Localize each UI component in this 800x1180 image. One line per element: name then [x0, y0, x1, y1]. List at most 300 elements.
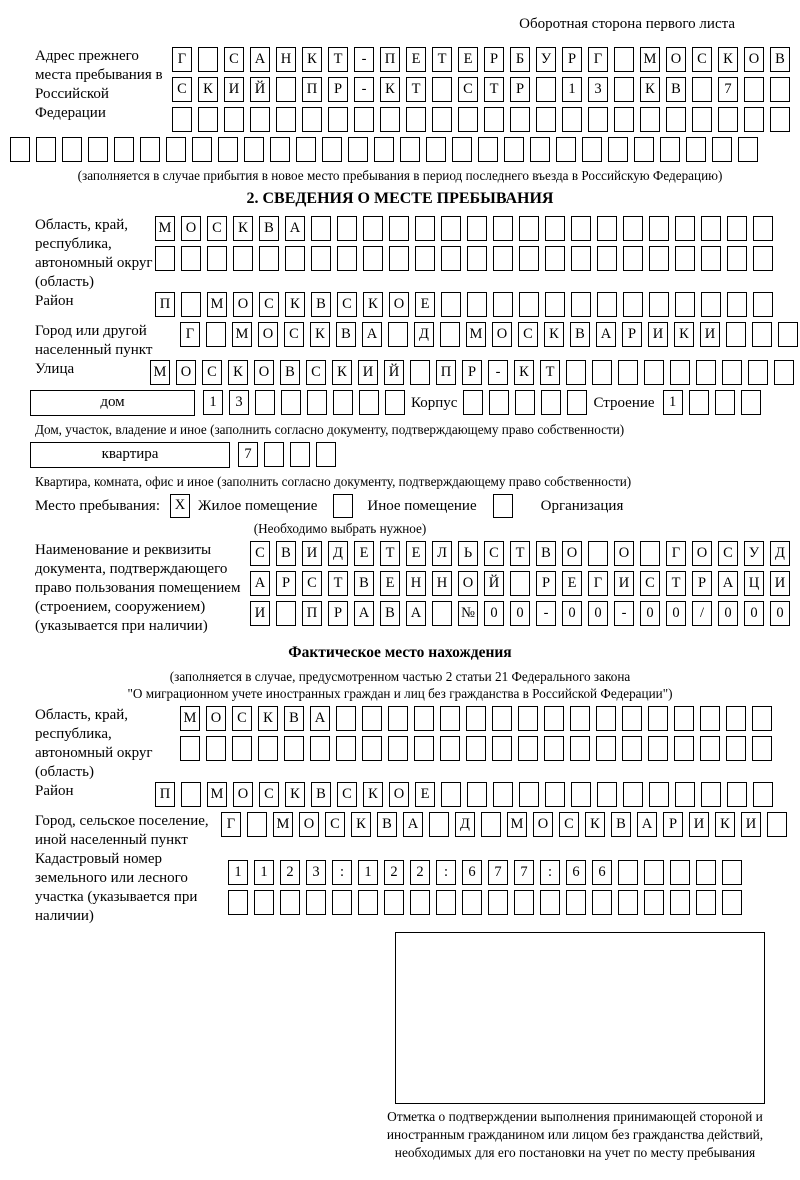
char-cell[interactable] [701, 246, 721, 271]
char-cell[interactable]: Р [510, 77, 530, 102]
char-cell[interactable]: С [207, 216, 227, 241]
char-cell[interactable] [463, 390, 483, 415]
char-cell[interactable] [310, 736, 330, 761]
char-cell[interactable] [519, 782, 539, 807]
char-cell[interactable] [649, 246, 669, 271]
char-cell[interactable] [570, 706, 590, 731]
char-cell[interactable]: Г [180, 322, 200, 347]
char-cell[interactable] [623, 292, 643, 317]
char-cell[interactable]: М [273, 812, 293, 837]
char-cell[interactable] [541, 390, 561, 415]
char-cell[interactable]: 1 [562, 77, 582, 102]
char-cell[interactable] [504, 137, 524, 162]
char-cell[interactable] [701, 292, 721, 317]
char-cell[interactable] [536, 77, 556, 102]
char-cell[interactable] [701, 782, 721, 807]
char-cell[interactable]: В [276, 541, 296, 566]
char-cell[interactable]: 1 [228, 860, 248, 885]
char-cell[interactable]: В [536, 541, 556, 566]
char-cell[interactable] [545, 292, 565, 317]
char-cell[interactable] [255, 390, 275, 415]
char-cell[interactable] [441, 216, 461, 241]
char-cell[interactable] [571, 216, 591, 241]
char-cell[interactable] [670, 360, 690, 385]
char-cell[interactable]: 0 [562, 601, 582, 626]
char-cell[interactable]: С [640, 571, 660, 596]
char-cell[interactable]: Д [328, 541, 348, 566]
char-cell[interactable]: Р [536, 571, 556, 596]
char-cell[interactable] [718, 107, 738, 132]
char-cell[interactable]: Й [384, 360, 404, 385]
char-cell[interactable]: Г [588, 571, 608, 596]
char-cell[interactable] [752, 706, 772, 731]
char-cell[interactable]: О [233, 782, 253, 807]
char-cell[interactable]: Р [328, 601, 348, 626]
char-cell[interactable]: Р [462, 360, 482, 385]
char-cell[interactable] [180, 736, 200, 761]
char-cell[interactable] [244, 137, 264, 162]
char-cell[interactable]: А [596, 322, 616, 347]
char-cell[interactable] [597, 246, 617, 271]
char-cell[interactable] [276, 77, 296, 102]
char-cell[interactable] [536, 107, 556, 132]
char-cell[interactable]: В [311, 782, 331, 807]
char-cell[interactable] [722, 860, 742, 885]
char-cell[interactable]: О [176, 360, 196, 385]
organization-checkbox[interactable] [493, 494, 513, 518]
char-cell[interactable]: И [224, 77, 244, 102]
char-cell[interactable]: 0 [718, 601, 738, 626]
char-cell[interactable] [596, 736, 616, 761]
char-cell[interactable] [778, 322, 798, 347]
char-cell[interactable] [596, 706, 616, 731]
char-cell[interactable]: К [514, 360, 534, 385]
char-cell[interactable] [336, 706, 356, 731]
char-cell[interactable] [426, 137, 446, 162]
char-cell[interactable]: / [692, 601, 712, 626]
char-cell[interactable]: Р [562, 47, 582, 72]
char-cell[interactable] [597, 782, 617, 807]
char-cell[interactable]: И [770, 571, 790, 596]
char-cell[interactable] [588, 107, 608, 132]
char-cell[interactable] [284, 736, 304, 761]
char-cell[interactable]: 3 [588, 77, 608, 102]
char-cell[interactable] [530, 137, 550, 162]
char-cell[interactable] [380, 107, 400, 132]
char-cell[interactable]: В [259, 216, 279, 241]
char-cell[interactable] [337, 216, 357, 241]
char-cell[interactable]: О [533, 812, 553, 837]
char-cell[interactable] [674, 736, 694, 761]
char-cell[interactable]: С [302, 571, 322, 596]
char-cell[interactable] [466, 706, 486, 731]
char-cell[interactable] [306, 890, 326, 915]
char-cell[interactable] [389, 246, 409, 271]
char-cell[interactable] [388, 706, 408, 731]
char-cell[interactable] [727, 292, 747, 317]
char-cell[interactable] [10, 137, 30, 162]
char-cell[interactable] [478, 137, 498, 162]
char-cell[interactable] [614, 47, 634, 72]
char-cell[interactable] [722, 360, 742, 385]
char-cell[interactable] [206, 736, 226, 761]
char-cell[interactable]: Е [415, 782, 435, 807]
char-cell[interactable] [519, 292, 539, 317]
char-cell[interactable]: Р [663, 812, 683, 837]
char-cell[interactable]: 2 [384, 860, 404, 885]
char-cell[interactable] [280, 890, 300, 915]
char-cell[interactable] [545, 216, 565, 241]
char-cell[interactable]: В [570, 322, 590, 347]
char-cell[interactable] [640, 107, 660, 132]
char-cell[interactable]: И [648, 322, 668, 347]
char-cell[interactable]: К [585, 812, 605, 837]
char-cell[interactable] [741, 390, 761, 415]
char-cell[interactable]: В [354, 571, 374, 596]
char-cell[interactable]: О [492, 322, 512, 347]
char-cell[interactable] [462, 890, 482, 915]
char-cell[interactable]: С [172, 77, 192, 102]
char-cell[interactable]: К [285, 782, 305, 807]
char-cell[interactable]: К [233, 216, 253, 241]
char-cell[interactable] [198, 47, 218, 72]
char-cell[interactable] [618, 360, 638, 385]
char-cell[interactable]: К [363, 292, 383, 317]
char-cell[interactable] [644, 860, 664, 885]
char-cell[interactable]: П [302, 77, 322, 102]
char-cell[interactable]: Р [484, 47, 504, 72]
char-cell[interactable] [388, 322, 408, 347]
char-cell[interactable]: С [458, 77, 478, 102]
char-cell[interactable]: М [180, 706, 200, 731]
char-cell[interactable]: А [362, 322, 382, 347]
char-cell[interactable] [441, 292, 461, 317]
char-cell[interactable] [510, 571, 530, 596]
char-cell[interactable] [727, 216, 747, 241]
char-cell[interactable] [181, 246, 201, 271]
char-cell[interactable] [192, 137, 212, 162]
char-cell[interactable] [670, 890, 690, 915]
char-cell[interactable] [770, 107, 790, 132]
char-cell[interactable]: 3 [306, 860, 326, 885]
char-cell[interactable]: С [224, 47, 244, 72]
char-cell[interactable] [544, 706, 564, 731]
char-cell[interactable] [406, 107, 426, 132]
char-cell[interactable] [689, 390, 709, 415]
char-cell[interactable] [726, 706, 746, 731]
char-cell[interactable]: О [692, 541, 712, 566]
char-cell[interactable]: К [285, 292, 305, 317]
char-cell[interactable] [753, 246, 773, 271]
char-cell[interactable] [296, 137, 316, 162]
char-cell[interactable] [618, 890, 638, 915]
char-cell[interactable]: А [403, 812, 423, 837]
char-cell[interactable] [415, 216, 435, 241]
char-cell[interactable]: О [458, 571, 478, 596]
char-cell[interactable] [429, 812, 449, 837]
char-cell[interactable] [62, 137, 82, 162]
char-cell[interactable]: М [155, 216, 175, 241]
char-cell[interactable]: 6 [592, 860, 612, 885]
char-cell[interactable]: 1 [254, 860, 274, 885]
char-cell[interactable] [389, 216, 409, 241]
char-cell[interactable] [363, 216, 383, 241]
char-cell[interactable] [276, 601, 296, 626]
char-cell[interactable] [415, 246, 435, 271]
char-cell[interactable]: О [233, 292, 253, 317]
char-cell[interactable] [264, 442, 284, 467]
char-cell[interactable] [281, 390, 301, 415]
char-cell[interactable]: О [389, 782, 409, 807]
char-cell[interactable]: К [258, 706, 278, 731]
char-cell[interactable] [414, 706, 434, 731]
char-cell[interactable] [452, 137, 472, 162]
char-cell[interactable] [649, 292, 669, 317]
char-cell[interactable] [316, 442, 336, 467]
char-cell[interactable]: П [302, 601, 322, 626]
char-cell[interactable] [588, 541, 608, 566]
char-cell[interactable]: Н [406, 571, 426, 596]
char-cell[interactable]: - [488, 360, 508, 385]
char-cell[interactable] [696, 360, 716, 385]
char-cell[interactable] [649, 782, 669, 807]
char-cell[interactable] [484, 107, 504, 132]
char-cell[interactable]: О [562, 541, 582, 566]
char-cell[interactable]: А [250, 47, 270, 72]
char-cell[interactable] [384, 890, 404, 915]
char-cell[interactable]: О [389, 292, 409, 317]
char-cell[interactable]: А [310, 706, 330, 731]
char-cell[interactable] [510, 107, 530, 132]
char-cell[interactable]: А [354, 601, 374, 626]
char-cell[interactable]: М [150, 360, 170, 385]
char-cell[interactable] [328, 107, 348, 132]
char-cell[interactable] [198, 107, 218, 132]
char-cell[interactable] [36, 137, 56, 162]
char-cell[interactable]: О [614, 541, 634, 566]
char-cell[interactable]: С [559, 812, 579, 837]
char-cell[interactable] [385, 390, 405, 415]
char-cell[interactable]: К [332, 360, 352, 385]
other-premise-checkbox[interactable] [333, 494, 353, 518]
char-cell[interactable] [582, 137, 602, 162]
char-cell[interactable] [623, 782, 643, 807]
char-cell[interactable]: 0 [640, 601, 660, 626]
char-cell[interactable] [441, 246, 461, 271]
char-cell[interactable]: Т [510, 541, 530, 566]
char-cell[interactable] [332, 890, 352, 915]
char-cell[interactable] [488, 890, 508, 915]
char-cell[interactable]: К [198, 77, 218, 102]
char-cell[interactable] [518, 736, 538, 761]
char-cell[interactable] [467, 782, 487, 807]
char-cell[interactable]: 7 [514, 860, 534, 885]
char-cell[interactable] [567, 390, 587, 415]
char-cell[interactable]: Г [666, 541, 686, 566]
char-cell[interactable]: М [207, 292, 227, 317]
char-cell[interactable] [562, 107, 582, 132]
char-cell[interactable] [276, 107, 296, 132]
char-cell[interactable]: С [202, 360, 222, 385]
char-cell[interactable] [670, 860, 690, 885]
char-cell[interactable] [726, 736, 746, 761]
char-cell[interactable] [696, 860, 716, 885]
char-cell[interactable]: Т [380, 541, 400, 566]
char-cell[interactable] [767, 812, 787, 837]
char-cell[interactable]: Л [432, 541, 452, 566]
char-cell[interactable]: В [611, 812, 631, 837]
char-cell[interactable] [311, 216, 331, 241]
char-cell[interactable] [322, 137, 342, 162]
char-cell[interactable] [540, 890, 560, 915]
char-cell[interactable] [649, 216, 669, 241]
char-cell[interactable]: С [284, 322, 304, 347]
char-cell[interactable] [374, 137, 394, 162]
char-cell[interactable] [660, 137, 680, 162]
char-cell[interactable] [493, 292, 513, 317]
char-cell[interactable] [458, 107, 478, 132]
char-cell[interactable] [440, 736, 460, 761]
char-cell[interactable] [440, 322, 460, 347]
char-cell[interactable]: - [354, 77, 374, 102]
char-cell[interactable]: С [484, 541, 504, 566]
char-cell[interactable] [744, 77, 764, 102]
char-cell[interactable]: 0 [588, 601, 608, 626]
char-cell[interactable] [622, 706, 642, 731]
char-cell[interactable]: П [155, 292, 175, 317]
char-cell[interactable]: Т [328, 571, 348, 596]
char-cell[interactable] [571, 246, 591, 271]
char-cell[interactable] [514, 890, 534, 915]
char-cell[interactable] [696, 890, 716, 915]
char-cell[interactable] [432, 601, 452, 626]
char-cell[interactable]: Д [770, 541, 790, 566]
char-cell[interactable] [467, 246, 487, 271]
char-cell[interactable] [348, 137, 368, 162]
char-cell[interactable]: Е [354, 541, 374, 566]
char-cell[interactable]: М [640, 47, 660, 72]
char-cell[interactable] [571, 782, 591, 807]
char-cell[interactable]: О [666, 47, 686, 72]
char-cell[interactable] [774, 360, 794, 385]
char-cell[interactable] [493, 216, 513, 241]
char-cell[interactable] [570, 736, 590, 761]
char-cell[interactable]: 2 [410, 860, 430, 885]
char-cell[interactable]: Т [484, 77, 504, 102]
char-cell[interactable]: В [311, 292, 331, 317]
char-cell[interactable]: Т [666, 571, 686, 596]
char-cell[interactable] [640, 541, 660, 566]
char-cell[interactable] [290, 442, 310, 467]
char-cell[interactable]: Т [328, 47, 348, 72]
char-cell[interactable] [432, 77, 452, 102]
char-cell[interactable]: Е [406, 541, 426, 566]
char-cell[interactable] [675, 292, 695, 317]
char-cell[interactable] [359, 390, 379, 415]
char-cell[interactable] [753, 292, 773, 317]
char-cell[interactable]: И [700, 322, 720, 347]
char-cell[interactable]: Д [414, 322, 434, 347]
char-cell[interactable]: 0 [744, 601, 764, 626]
char-cell[interactable] [247, 812, 267, 837]
char-cell[interactable] [675, 216, 695, 241]
char-cell[interactable]: Р [622, 322, 642, 347]
char-cell[interactable] [285, 246, 305, 271]
char-cell[interactable]: А [637, 812, 657, 837]
char-cell[interactable] [727, 782, 747, 807]
char-cell[interactable]: С [337, 292, 357, 317]
char-cell[interactable] [228, 890, 248, 915]
char-cell[interactable] [224, 107, 244, 132]
char-cell[interactable] [140, 137, 160, 162]
char-cell[interactable]: И [302, 541, 322, 566]
char-cell[interactable] [492, 706, 512, 731]
char-cell[interactable]: М [207, 782, 227, 807]
char-cell[interactable]: К [228, 360, 248, 385]
char-cell[interactable] [738, 137, 758, 162]
char-cell[interactable]: Н [432, 571, 452, 596]
char-cell[interactable] [623, 246, 643, 271]
char-cell[interactable] [544, 736, 564, 761]
char-cell[interactable] [207, 246, 227, 271]
char-cell[interactable]: В [280, 360, 300, 385]
char-cell[interactable]: С [306, 360, 326, 385]
char-cell[interactable] [726, 322, 746, 347]
char-cell[interactable]: 6 [462, 860, 482, 885]
char-cell[interactable]: Т [406, 77, 426, 102]
char-cell[interactable]: 0 [510, 601, 530, 626]
char-cell[interactable]: Р [328, 77, 348, 102]
char-cell[interactable]: К [640, 77, 660, 102]
char-cell[interactable] [571, 292, 591, 317]
char-cell[interactable] [518, 706, 538, 731]
char-cell[interactable] [700, 736, 720, 761]
char-cell[interactable] [166, 137, 186, 162]
char-cell[interactable] [648, 736, 668, 761]
residential-checkbox[interactable]: X [170, 494, 190, 518]
char-cell[interactable]: 7 [238, 442, 258, 467]
char-cell[interactable]: С [337, 782, 357, 807]
char-cell[interactable]: 0 [770, 601, 790, 626]
char-cell[interactable] [715, 390, 735, 415]
char-cell[interactable] [592, 890, 612, 915]
char-cell[interactable]: Й [250, 77, 270, 102]
char-cell[interactable] [206, 322, 226, 347]
char-cell[interactable] [752, 736, 772, 761]
char-cell[interactable] [441, 782, 461, 807]
char-cell[interactable] [410, 360, 430, 385]
char-cell[interactable]: А [250, 571, 270, 596]
char-cell[interactable] [467, 216, 487, 241]
char-cell[interactable] [254, 890, 274, 915]
char-cell[interactable]: О [299, 812, 319, 837]
char-cell[interactable]: Н [276, 47, 296, 72]
char-cell[interactable]: К [674, 322, 694, 347]
char-cell[interactable]: Р [276, 571, 296, 596]
char-cell[interactable] [311, 246, 331, 271]
char-cell[interactable]: 0 [666, 601, 686, 626]
char-cell[interactable] [592, 360, 612, 385]
char-cell[interactable]: 3 [229, 390, 249, 415]
char-cell[interactable]: О [744, 47, 764, 72]
char-cell[interactable] [259, 246, 279, 271]
char-cell[interactable]: О [254, 360, 274, 385]
char-cell[interactable]: 2 [280, 860, 300, 885]
char-cell[interactable]: С [518, 322, 538, 347]
char-cell[interactable]: М [466, 322, 486, 347]
char-cell[interactable]: Г [172, 47, 192, 72]
char-cell[interactable] [489, 390, 509, 415]
